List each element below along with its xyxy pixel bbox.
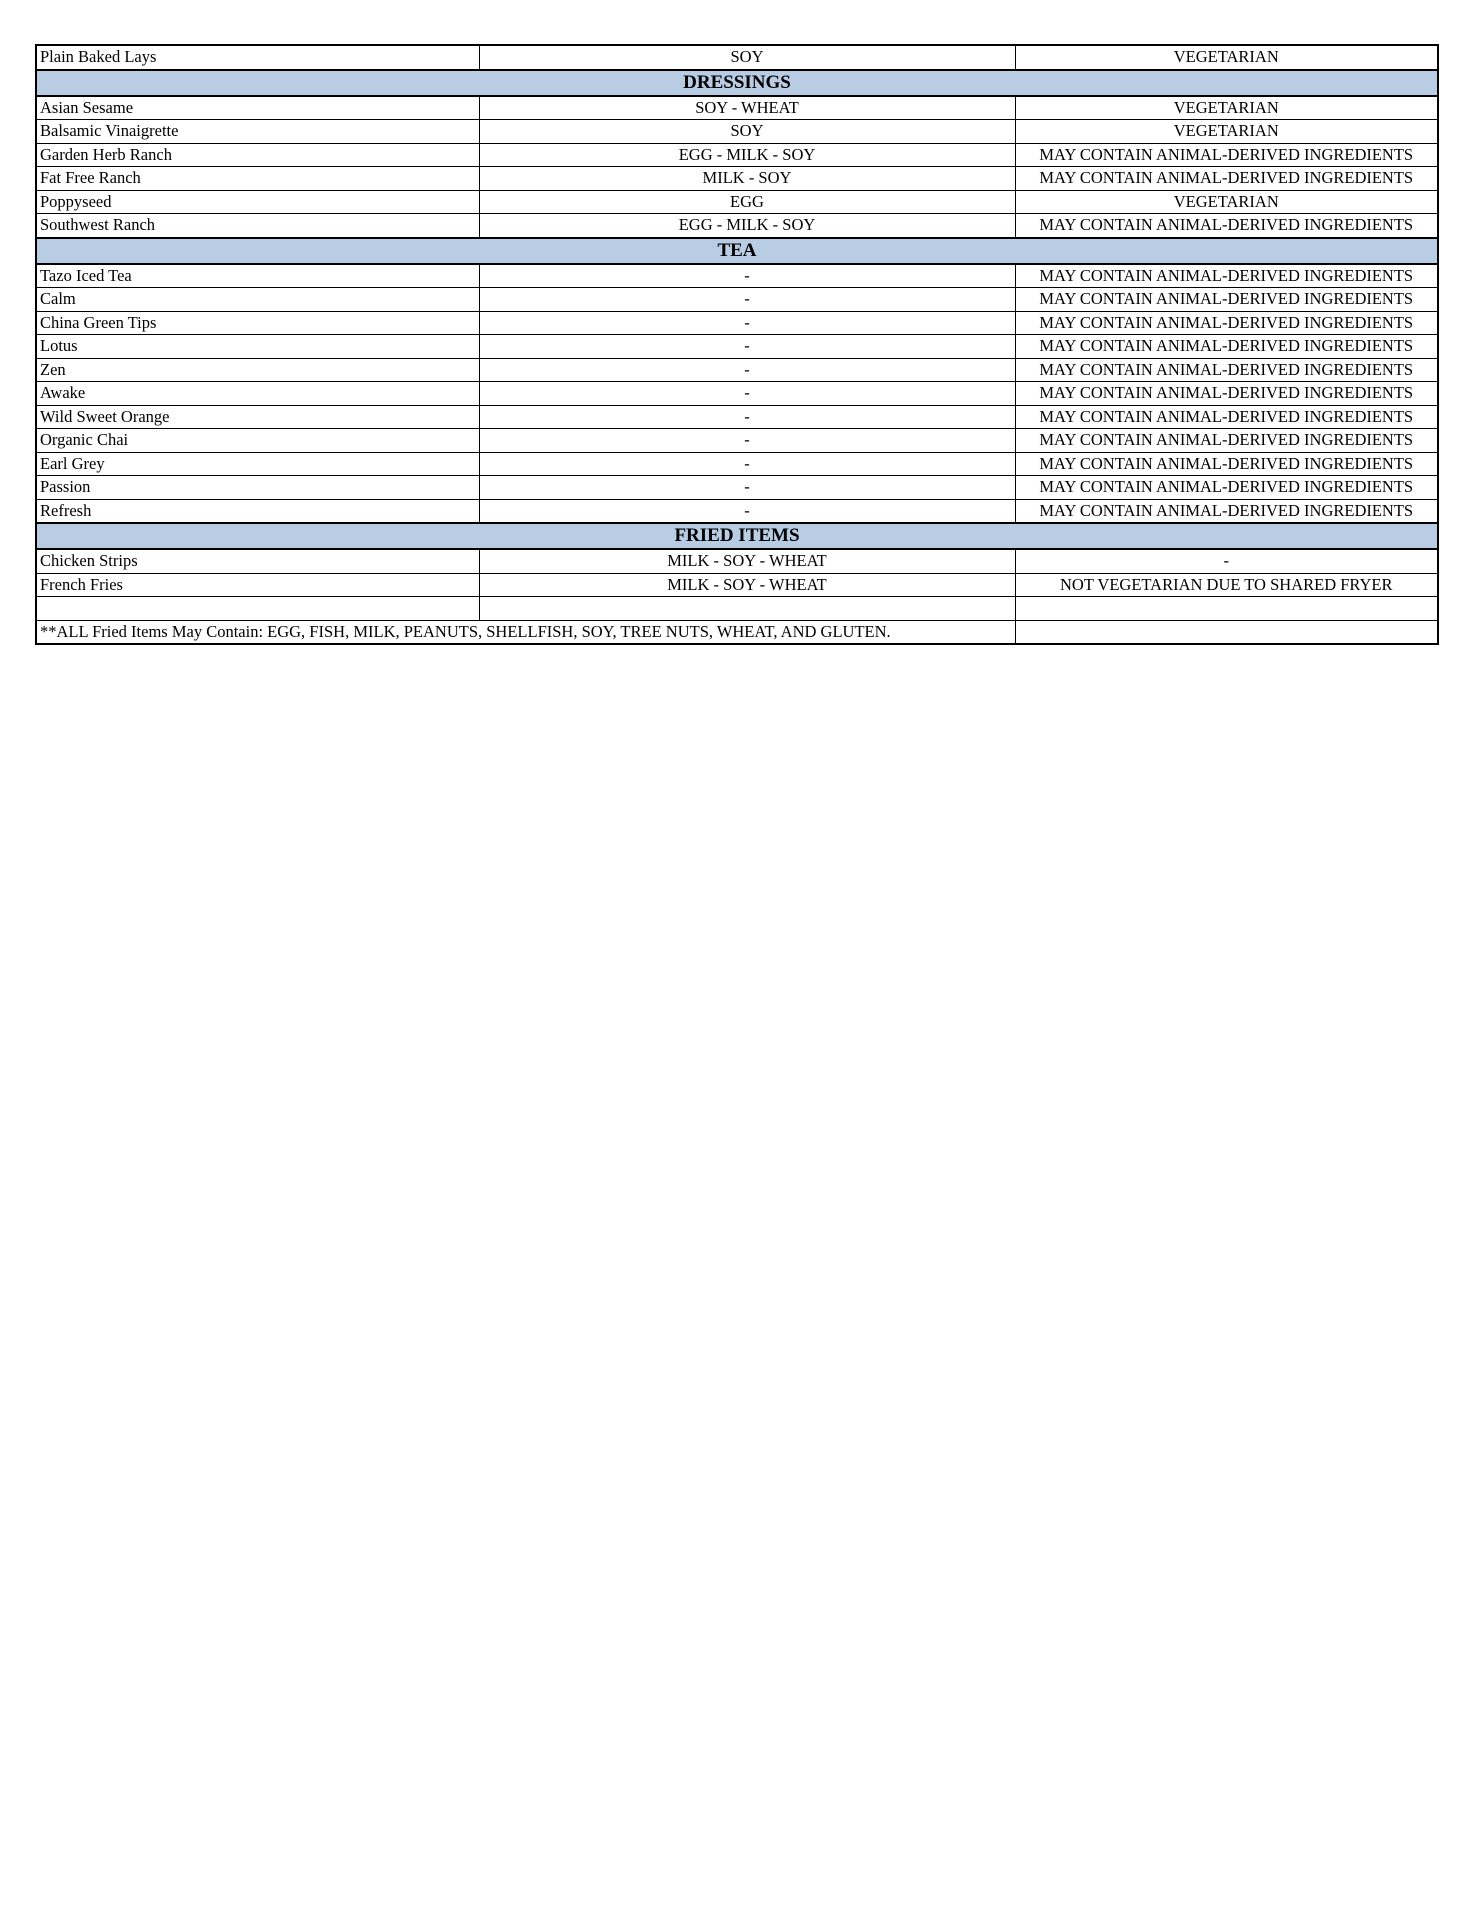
vegetarian-status-cell: MAY CONTAIN ANIMAL-DERIVED INGREDIENTS — [1015, 335, 1438, 359]
item-name-cell: Organic Chai — [36, 429, 479, 453]
allergens-cell: - — [479, 382, 1015, 406]
allergens-cell: - — [479, 452, 1015, 476]
allergens-cell: MILK - SOY — [479, 167, 1015, 191]
table-row — [36, 120, 1438, 144]
vegetarian-status-cell: MAY CONTAIN ANIMAL-DERIVED INGREDIENTS — [1015, 382, 1438, 406]
table-row — [36, 499, 1438, 523]
section-header-row — [36, 238, 1438, 264]
vegetarian-status-cell: MAY CONTAIN ANIMAL-DERIVED INGREDIENTS — [1015, 476, 1438, 500]
allergens-cell: - — [479, 335, 1015, 359]
item-name-cell: Balsamic Vinaigrette — [36, 120, 479, 144]
item-name-cell: Calm — [36, 288, 479, 312]
allergens-cell: - — [479, 429, 1015, 453]
vegetarian-status-cell: VEGETARIAN — [1015, 96, 1438, 120]
allergens-cell: - — [479, 264, 1015, 288]
allergens-cell: EGG - MILK - SOY — [479, 143, 1015, 167]
item-name-cell — [36, 597, 479, 621]
item-name-cell: Awake — [36, 382, 479, 406]
footnote-row — [36, 620, 1438, 644]
section-header-row — [36, 70, 1438, 96]
section-title: FRIED ITEMS — [36, 523, 1438, 549]
item-name-cell: Earl Grey — [36, 452, 479, 476]
allergens-cell: - — [479, 405, 1015, 429]
allergens-cell — [479, 597, 1015, 621]
vegetarian-status-cell: MAY CONTAIN ANIMAL-DERIVED INGREDIENTS — [1015, 167, 1438, 191]
item-name-cell: Passion — [36, 476, 479, 500]
allergen-table — [35, 44, 1439, 645]
item-name-cell: Fat Free Ranch — [36, 167, 479, 191]
table-row — [36, 573, 1438, 597]
table-row — [36, 405, 1438, 429]
vegetarian-status-cell: MAY CONTAIN ANIMAL-DERIVED INGREDIENTS — [1015, 358, 1438, 382]
allergens-cell: - — [479, 311, 1015, 335]
item-name-cell: Garden Herb Ranch — [36, 143, 479, 167]
vegetarian-status-cell: MAY CONTAIN ANIMAL-DERIVED INGREDIENTS — [1015, 452, 1438, 476]
vegetarian-status-cell: NOT VEGETARIAN DUE TO SHARED FRYER — [1015, 573, 1438, 597]
vegetarian-status-cell: - — [1015, 549, 1438, 573]
allergens-cell: SOY - WHEAT — [479, 96, 1015, 120]
item-name-cell: Wild Sweet Orange — [36, 405, 479, 429]
table-row — [36, 45, 1438, 70]
item-name-cell: French Fries — [36, 573, 479, 597]
item-name-cell: Lotus — [36, 335, 479, 359]
vegetarian-status-cell: MAY CONTAIN ANIMAL-DERIVED INGREDIENTS — [1015, 214, 1438, 238]
table-row — [36, 167, 1438, 191]
empty-cell — [1015, 620, 1438, 644]
table-row — [36, 190, 1438, 214]
table-row — [36, 382, 1438, 406]
table-row — [36, 288, 1438, 312]
fried-items-footnote: **ALL Fried Items May Contain: EGG, FISH, MILK, PEANUTS, SHELLFISH, SOY, TREE NUTS, WHEAT, AND GLUTEN. — [36, 620, 1015, 644]
allergens-cell: SOY — [479, 120, 1015, 144]
vegetarian-status-cell: MAY CONTAIN ANIMAL-DERIVED INGREDIENTS — [1015, 405, 1438, 429]
item-name-cell: Southwest Ranch — [36, 214, 479, 238]
item-name-cell: China Green Tips — [36, 311, 479, 335]
allergens-cell: - — [479, 499, 1015, 523]
allergens-cell: EGG - MILK - SOY — [479, 214, 1015, 238]
allergens-cell: MILK - SOY - WHEAT — [479, 573, 1015, 597]
vegetarian-status-cell: VEGETARIAN — [1015, 190, 1438, 214]
table-row — [36, 96, 1438, 120]
section-header-row — [36, 523, 1438, 549]
section-title: DRESSINGS — [36, 70, 1438, 96]
table-row — [36, 335, 1438, 359]
item-name-cell: Refresh — [36, 499, 479, 523]
allergens-cell: EGG — [479, 190, 1015, 214]
vegetarian-status-cell: MAY CONTAIN ANIMAL-DERIVED INGREDIENTS — [1015, 429, 1438, 453]
allergens-cell: - — [479, 288, 1015, 312]
item-name-cell: Plain Baked Lays — [36, 45, 479, 70]
allergens-cell: MILK - SOY - WHEAT — [479, 549, 1015, 573]
vegetarian-status-cell: MAY CONTAIN ANIMAL-DERIVED INGREDIENTS — [1015, 499, 1438, 523]
vegetarian-status-cell: MAY CONTAIN ANIMAL-DERIVED INGREDIENTS — [1015, 143, 1438, 167]
vegetarian-status-cell — [1015, 597, 1438, 621]
allergens-cell: SOY — [479, 45, 1015, 70]
vegetarian-status-cell: MAY CONTAIN ANIMAL-DERIVED INGREDIENTS — [1015, 311, 1438, 335]
table-row — [36, 358, 1438, 382]
table-row — [36, 429, 1438, 453]
table-row — [36, 311, 1438, 335]
item-name-cell: Chicken Strips — [36, 549, 479, 573]
vegetarian-status-cell: VEGETARIAN — [1015, 45, 1438, 70]
item-name-cell: Asian Sesame — [36, 96, 479, 120]
allergens-cell: - — [479, 358, 1015, 382]
section-title: TEA — [36, 238, 1438, 264]
table-row — [36, 549, 1438, 573]
table-row — [36, 452, 1438, 476]
table-row — [36, 143, 1438, 167]
allergens-cell: - — [479, 476, 1015, 500]
table-row — [36, 264, 1438, 288]
vegetarian-status-cell: VEGETARIAN — [1015, 120, 1438, 144]
vegetarian-status-cell: MAY CONTAIN ANIMAL-DERIVED INGREDIENTS — [1015, 288, 1438, 312]
allergen-table-body — [36, 45, 1438, 644]
table-row — [36, 597, 1438, 621]
item-name-cell: Zen — [36, 358, 479, 382]
table-row — [36, 476, 1438, 500]
vegetarian-status-cell: MAY CONTAIN ANIMAL-DERIVED INGREDIENTS — [1015, 264, 1438, 288]
table-row — [36, 214, 1438, 238]
item-name-cell: Tazo Iced Tea — [36, 264, 479, 288]
item-name-cell: Poppyseed — [36, 190, 479, 214]
